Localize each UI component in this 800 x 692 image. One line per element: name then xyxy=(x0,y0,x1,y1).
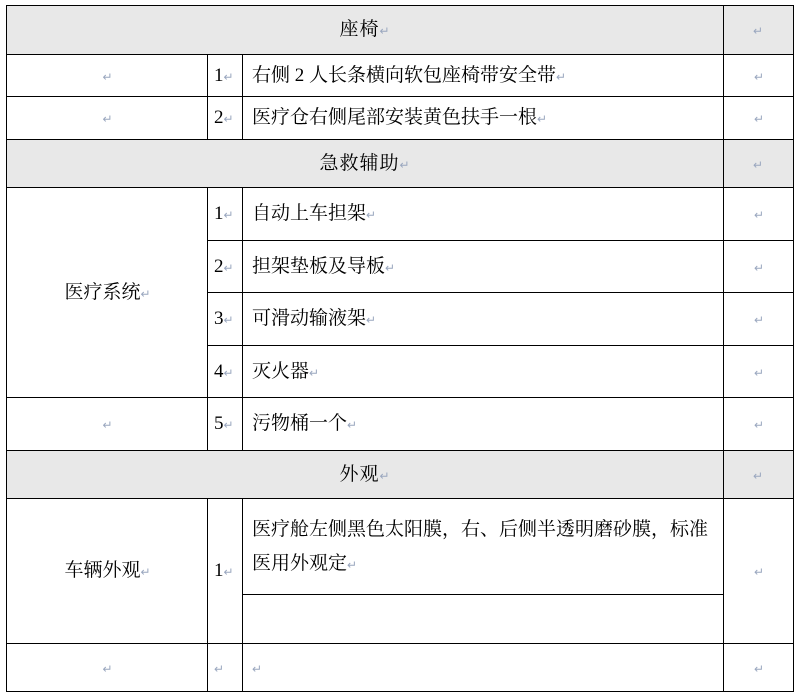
description-cell xyxy=(242,54,723,97)
remark-cell xyxy=(724,54,794,97)
section-right-cell xyxy=(724,139,794,188)
paragraph-mark-icon: ↵ xyxy=(347,557,358,572)
remark-cell xyxy=(724,499,794,643)
paragraph-mark-icon: ↵ xyxy=(213,661,225,676)
section-title: 外观 xyxy=(339,463,380,485)
paragraph-mark-icon: ↵ xyxy=(752,157,765,172)
paragraph-mark-icon: ↵ xyxy=(223,208,234,223)
paragraph-mark-icon: ↵ xyxy=(753,69,765,84)
table-row xyxy=(6,499,793,595)
remark-cell xyxy=(724,643,794,692)
table-row xyxy=(6,188,793,241)
section-header-row xyxy=(6,139,793,188)
specification-table xyxy=(6,5,794,692)
table-row xyxy=(6,97,793,140)
category-cell xyxy=(6,54,207,97)
index-label: 5 xyxy=(213,413,224,435)
section-header-row xyxy=(6,6,793,55)
description-cell xyxy=(242,97,723,140)
index-cell xyxy=(207,345,242,398)
description-text: 医疗仓右侧尾部安装黄色扶手一根 xyxy=(251,107,537,129)
paragraph-mark-icon: ↵ xyxy=(366,313,377,328)
section-title-cell xyxy=(6,6,723,55)
section-title-cell xyxy=(6,450,723,499)
paragraph-mark-icon: ↵ xyxy=(347,418,358,433)
index-label: 2 xyxy=(213,107,224,129)
paragraph-mark-icon: ↵ xyxy=(102,112,113,127)
description-cell xyxy=(242,643,723,692)
section-right-cell xyxy=(724,6,794,55)
description-cell xyxy=(242,499,723,595)
paragraph-mark-icon: ↵ xyxy=(223,260,234,275)
remark-cell xyxy=(724,398,794,451)
paragraph-mark-icon: ↵ xyxy=(753,661,765,676)
paragraph-mark-icon: ↵ xyxy=(102,418,113,433)
description-cell xyxy=(242,188,723,241)
paragraph-mark-icon: ↵ xyxy=(399,157,411,172)
paragraph-mark-icon: ↵ xyxy=(223,313,234,328)
remark-cell xyxy=(724,188,794,241)
paragraph-mark-icon: ↵ xyxy=(102,69,113,84)
paragraph-mark-icon: ↵ xyxy=(223,418,234,433)
category-cell xyxy=(6,188,207,398)
paragraph-mark-icon: ↵ xyxy=(140,287,151,301)
description-cell xyxy=(242,293,723,346)
paragraph-mark-icon: ↵ xyxy=(223,112,234,127)
index-cell xyxy=(207,398,242,451)
section-title: 急救辅助 xyxy=(319,152,400,174)
paragraph-mark-icon: ↵ xyxy=(309,365,320,380)
category-label: 医疗系统 xyxy=(64,282,141,303)
index-cell xyxy=(207,643,242,692)
paragraph-mark-icon: ↵ xyxy=(223,565,234,580)
description-text: 医疗舱左侧黑色太阳膜，右、后侧半透明磨砂膜，标准医用外观定 xyxy=(251,519,708,574)
description-text: 可滑动输液架 xyxy=(251,308,366,330)
paragraph-mark-icon: ↵ xyxy=(752,468,765,483)
paragraph-mark-icon: ↵ xyxy=(379,24,391,38)
paragraph-mark-icon: ↵ xyxy=(140,565,151,580)
table-row xyxy=(6,54,793,97)
index-label: 3 xyxy=(213,308,224,330)
category-cell xyxy=(6,499,207,643)
paragraph-mark-icon: ↵ xyxy=(753,313,765,328)
index-cell xyxy=(207,54,242,97)
paragraph-mark-icon: ↵ xyxy=(223,69,234,84)
category-cell xyxy=(6,398,207,451)
paragraph-mark-icon: ↵ xyxy=(556,69,567,84)
table-row xyxy=(6,643,793,692)
paragraph-mark-icon: ↵ xyxy=(753,260,765,275)
section-title: 座椅 xyxy=(339,19,380,40)
category-cell xyxy=(6,97,207,140)
paragraph-mark-icon: ↵ xyxy=(753,418,765,433)
index-cell xyxy=(207,293,242,346)
section-right-cell xyxy=(724,450,794,499)
description-text: 灭火器 xyxy=(251,360,309,382)
description-cell xyxy=(242,345,723,398)
section-title-cell xyxy=(6,139,723,188)
table-row xyxy=(6,398,793,451)
description-text: 右侧 2 人长条横向软包座椅带安全带 xyxy=(251,64,556,86)
remark-cell xyxy=(724,240,794,293)
description-cell xyxy=(242,398,723,451)
index-cell xyxy=(207,97,242,140)
paragraph-mark-icon: ↵ xyxy=(366,208,377,223)
index-cell xyxy=(207,240,242,293)
index-cell xyxy=(207,188,242,241)
description-text: 污物桶一个 xyxy=(251,413,347,435)
paragraph-mark-icon: ↵ xyxy=(223,365,234,380)
paragraph-mark-icon: ↵ xyxy=(752,24,765,38)
index-label: 4 xyxy=(213,360,224,382)
paragraph-mark-icon: ↵ xyxy=(537,112,548,127)
description-text: 担架垫板及导板 xyxy=(251,255,385,277)
paragraph-mark-icon: ↵ xyxy=(753,112,765,127)
paragraph-mark-icon: ↵ xyxy=(753,208,765,223)
remark-cell xyxy=(724,97,794,140)
description-text: 自动上车担架 xyxy=(251,203,366,225)
index-cell xyxy=(207,499,242,643)
index-label: 1 xyxy=(213,560,224,582)
category-cell xyxy=(6,643,207,692)
index-label: 1 xyxy=(213,64,224,86)
index-label: 1 xyxy=(213,203,224,225)
index-label: 2 xyxy=(213,255,224,277)
paragraph-mark-icon: ↵ xyxy=(379,468,391,483)
paragraph-mark-icon: ↵ xyxy=(102,661,113,676)
paragraph-mark-icon: ↵ xyxy=(753,565,765,580)
section-header-row xyxy=(6,450,793,499)
description-cell xyxy=(242,240,723,293)
remark-cell xyxy=(724,293,794,346)
paragraph-mark-icon: ↵ xyxy=(385,260,396,275)
paragraph-mark-icon: ↵ xyxy=(251,661,263,676)
remark-cell xyxy=(724,345,794,398)
description-cell xyxy=(242,594,723,643)
paragraph-mark-icon: ↵ xyxy=(753,365,765,380)
category-label: 车辆外观 xyxy=(64,560,141,582)
